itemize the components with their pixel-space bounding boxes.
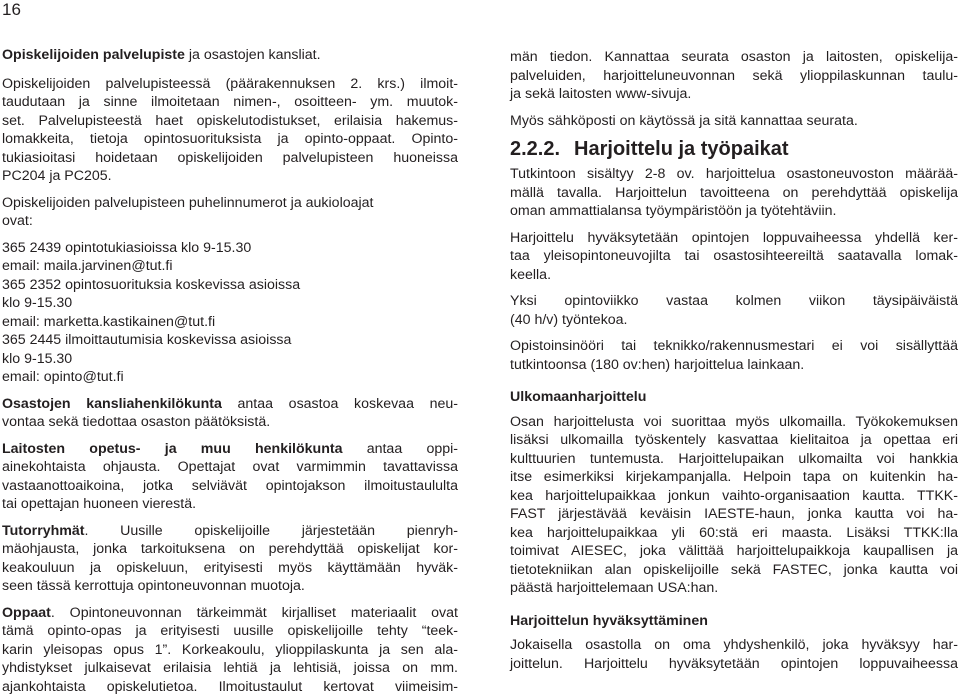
- text-line: Osan harjoittelusta voi suorittaa myös ulkomailla. Työkokemuksen: [510, 413, 958, 432]
- text-line: Osastojen kansliahenkilökunta antaa osastoa koskevaa neu-: [2, 395, 458, 414]
- section-heading: [510, 136, 958, 162]
- contact-email: email: maila.jarvinen@tut.fi: [2, 257, 458, 276]
- subheading-ulkomaanharjoittelu: Ulkomaanharjoittelu: [510, 388, 958, 407]
- contact-line: 365 2439 opintotukiasioissa klo 9-15.30: [2, 239, 458, 258]
- paragraph-opistoinsinoori: [510, 337, 958, 374]
- paragraph-tutorryhmat: [2, 522, 458, 596]
- text-line: lisäksi ulkomailla työskentely kasvattaa kielitaitoa ja opettaa eri: [510, 431, 958, 450]
- text-line: Opistoinsinööri tai teknikko/rakennusmestari ei voi sisällyttää: [510, 337, 958, 356]
- right-column: [510, 48, 958, 673]
- text-line: set. Palvelupisteestä haet opiskelutodistukset, erilaisia hakemus-: [2, 112, 458, 131]
- text-line: tietotekniikan alan opiskelijoille sekä FASTEC, jonka kautta voi: [510, 561, 958, 580]
- text-line: mäohjausta, jonka tarkoituksena on perehdyttää opiskelijat kor-: [2, 540, 458, 559]
- text-line: PC204 ja PC205.: [2, 167, 458, 186]
- bold-term: Tutorryhmät: [2, 523, 85, 539]
- text-line: palveluiden, harjoitteluneuvonnan sekä ylioppilaskunnan taulu-: [510, 67, 958, 86]
- text-line: (40 h/v) työntekoa.: [510, 311, 958, 330]
- text-line: Oppaat. Opintoneuvonnan tärkeimmät kirjalliset materiaalit ovat: [2, 604, 458, 623]
- subheading-hyvaksyttaminen: Harjoittelun hyväksyttäminen: [510, 612, 958, 631]
- text-line: joittelun. Harjoittelu hyväksytetään opintojen loppuvaiheessa: [510, 655, 958, 674]
- contact-line: klo 9-15.30: [2, 294, 458, 313]
- text-line: Jokaisella osastolla on oma yhdyshenkilö, joka hyväksyy har-: [510, 636, 958, 655]
- text-line: ja sekä laitosten www-sivuja.: [510, 85, 958, 104]
- text-line: tai opettajan huoneen vierestä.: [2, 495, 458, 514]
- bold-term: Laitosten opetus- ja muu henkilökunta: [2, 441, 342, 457]
- text-line: keella.: [510, 266, 958, 285]
- paragraph-opintoviikko: [510, 292, 958, 329]
- paragraph-hyvaksytys: [510, 229, 958, 285]
- text-line: tutkintoonsa (180 ov:hen) harjoittelua lainkaan.: [510, 356, 958, 375]
- text-line: mällä tavalla. Harjoittelun tavoitteena on perehdyttää opiskelija: [510, 184, 958, 203]
- text-line: vontaa sekä tiedottaa osaston päätöksistä.: [2, 413, 458, 432]
- text-line: seen tässä kerrottuja opintoneuvonnan muotoja.: [2, 577, 458, 596]
- text-line: kea harjoittelupaikkaa yli 60:stä eri maasta. Lisäksi TTKK:lla: [510, 524, 958, 543]
- text-line: män tiedon. Kannattaa seurata osaston ja laitosten, opiskelija-: [510, 48, 958, 67]
- text-line: kulttuurien tuntemusta. Harjoittelupaikan ulkomailta voi hankkia: [510, 450, 958, 469]
- paragraph-oppaat: [2, 604, 458, 696]
- contact-email: email: marketta.kastikainen@tut.fi: [2, 313, 458, 332]
- text-line: kea harjoittelupaikkaa jonkun vaihto-organisaation kautta. TTKK-: [510, 487, 958, 506]
- text-line: Harjoittelu hyväksytetään opintojen loppuvaiheessa yhdellä ker-: [510, 229, 958, 248]
- text-line: taudutaan ja sinne ilmoitetaan nimen-, osoitteen- ym. muutok-: [2, 93, 458, 112]
- text-line: itse esimerkiksi kirjekampanjalla. Helpoin tapa on kuitenkin ha-: [510, 468, 958, 487]
- left-column: [2, 46, 458, 696]
- paragraph-hyvaksyttaminen: [510, 636, 958, 673]
- paragraph-ulkomaanharjoittelu: [510, 413, 958, 598]
- contact-list: [2, 239, 458, 387]
- page-number: 16: [2, 0, 21, 20]
- paragraph-tutkinto: [510, 165, 958, 221]
- paragraph-henkilokunta: [2, 440, 458, 514]
- text-line: Opiskelijoiden palvelupisteessä (päärakennuksen 2. krs.) ilmoit-: [2, 75, 458, 94]
- text-line: Yksi opintoviikko vastaa kolmen viikon täysipäiväistä: [510, 292, 958, 311]
- text-line: tämä opinto-opas ja erityisesti uusille opiskelijoille tehty “teek-: [2, 622, 458, 641]
- text-line: päästä harjoittelemaan USA:han.: [510, 579, 958, 598]
- text-line: yhdistykset julkaisevat erilaisia lehtiä ja lehtisiä, joissa on mm.: [2, 659, 458, 678]
- contact-email: email: opinto@tut.fi: [2, 368, 458, 387]
- section-title: Harjoittelu ja työpaikat: [574, 138, 789, 160]
- text-line: taa yleisopintoneuvojilta tai osastosihteereiltä saatavalla lomak-: [510, 247, 958, 266]
- text-line: tukiasioitasi hoidetaan opiskelijoiden palvelupisteen huoneissa: [2, 149, 458, 168]
- text-line: FAST järjestävää keväisin IAESTE-haun, jonka kautta voi ha-: [510, 505, 958, 524]
- text-line: ovat:: [2, 212, 458, 231]
- text-line: ajankohtaista opiskelutietoa. Ilmoitustaulut kertovat viimeisim-: [2, 678, 458, 696]
- text-line: toimivat AIESEC, joka välittää harjoittelupaikkoja kaupallisen ja: [510, 542, 958, 561]
- text-line: lomakkeita, tietoja opintosuorituksista ja opinto-oppaat. Opinto-: [2, 130, 458, 149]
- text-line: Opiskelijoiden palvelupisteen puhelinnumerot ja aukioloajat: [2, 194, 458, 213]
- text-line: ainekohtaista ohjausta. Opettajat ovat varmimmin tavattavissa: [2, 458, 458, 477]
- text-line: Tutorryhmät. Uusille opiskelijoille järjestetään pienryh-: [2, 522, 458, 541]
- text-line: Laitosten opetus- ja muu henkilökunta antaa oppi-: [2, 440, 458, 459]
- text-line: oman ammattialansa työympäristöön ja työtehtäviin.: [510, 202, 958, 221]
- paragraph-palvelupiste-title: Opiskelijoiden palvelupiste ja osastojen kansliat.: [2, 46, 458, 65]
- paragraph-kanslia: [2, 395, 458, 432]
- paragraph-palvelupiste: [2, 75, 458, 186]
- contact-line: 365 2445 ilmoittautumisia koskevissa asioissa: [2, 331, 458, 350]
- text-line: karin yleisopas opus 1”. Korkeakoulu, ylioppilaskunta ja sen ala-: [2, 641, 458, 660]
- paragraph-phone-intro: [2, 194, 458, 231]
- text-line: Tutkintoon sisältyy 2-8 ov. harjoittelua osastoneuvoston määrää-: [510, 165, 958, 184]
- bold-term: Oppaat: [2, 605, 51, 621]
- paragraph-continuation: [510, 48, 958, 104]
- contact-line: 365 2352 opintosuorituksia koskevissa asioissa: [2, 276, 458, 295]
- bold-term: Opiskelijoiden palvelupiste: [2, 47, 185, 63]
- section-number: 2.2.2.: [510, 138, 560, 160]
- paragraph-email-note: Myös sähköposti on käytössä ja sitä kannattaa seurata.: [510, 112, 958, 131]
- text-line: vastaanottoaikoina, jotka selviävät opintojakson ilmoitustaululta: [2, 477, 458, 496]
- bold-term: Osastojen kansliahenkilökunta: [2, 396, 222, 412]
- contact-line: klo 9-15.30: [2, 350, 458, 369]
- text-line: keakouluun ja opiskeluun, erityisesti myös käyttämään hyväk-: [2, 559, 458, 578]
